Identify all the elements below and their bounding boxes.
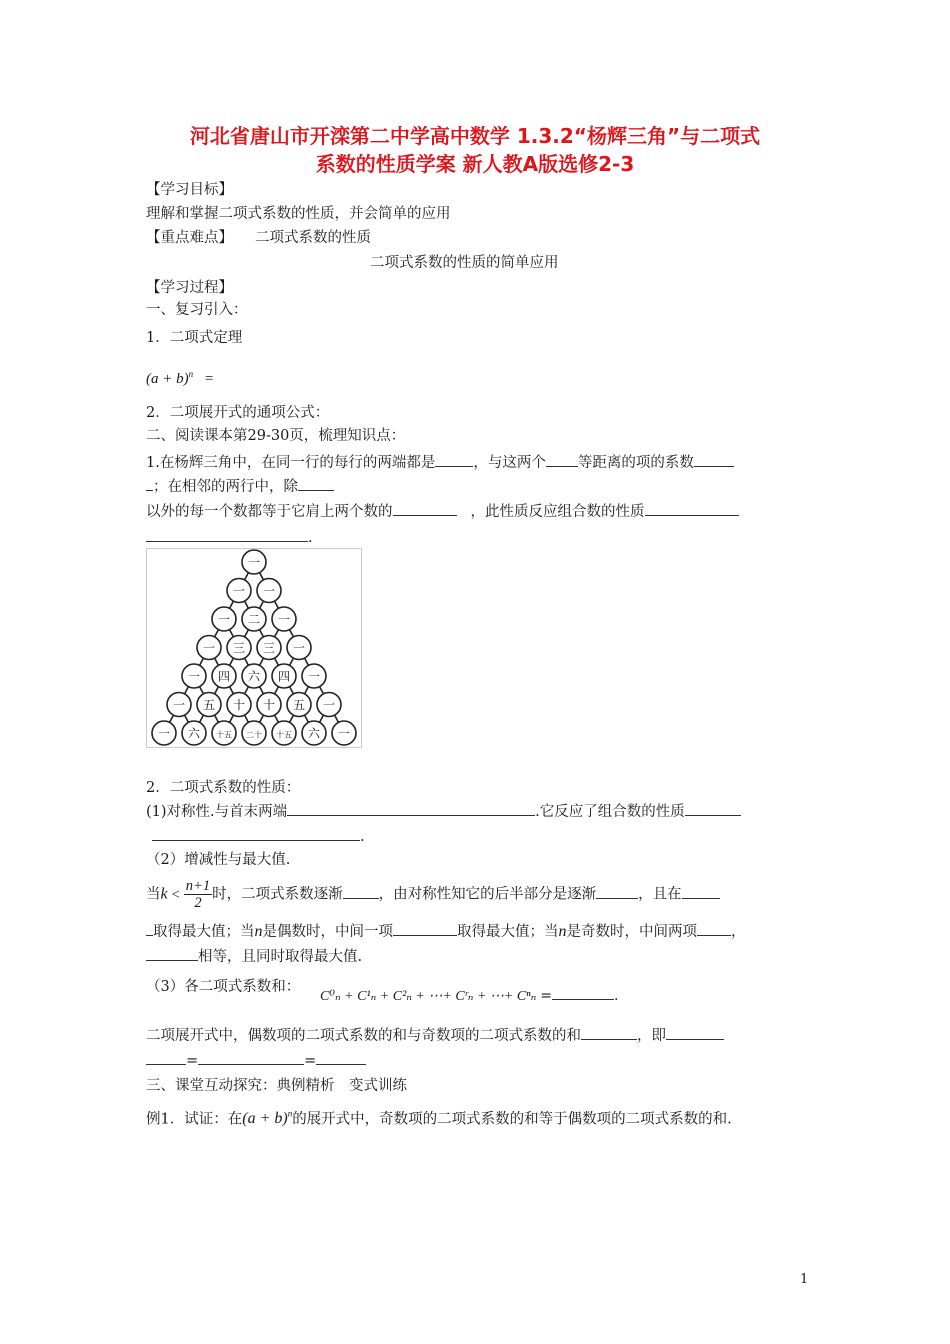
triangle-node <box>212 607 236 631</box>
triangle-node <box>257 579 281 603</box>
triangle-node <box>257 693 281 717</box>
triangle-node-label: 四 <box>217 669 231 684</box>
triangle-node-label: 一 <box>292 641 306 655</box>
p1-text-d: ；在相邻的两行中，除 <box>153 479 298 495</box>
example-formula-exponent: n <box>287 1109 293 1119</box>
blank-field[interactable] <box>682 884 720 899</box>
triangle-node <box>272 664 296 688</box>
triangle-node <box>212 664 236 688</box>
blank-field[interactable] <box>697 921 731 936</box>
blank-field[interactable] <box>298 476 334 491</box>
blank-field[interactable] <box>146 946 198 961</box>
binomial-formula <box>146 364 213 389</box>
var-n: n <box>254 923 263 940</box>
blank-field[interactable] <box>146 527 308 542</box>
mono-text-a: 当 <box>146 886 161 903</box>
blank-field[interactable] <box>645 501 739 516</box>
triangle-node <box>302 664 326 688</box>
triangle-node <box>242 664 266 688</box>
mono-text-i: 相等，且同时取得最大值. <box>198 949 363 965</box>
paragraph-1-line3 <box>146 501 739 522</box>
blank-field[interactable] <box>694 452 734 467</box>
blank-field[interactable] <box>146 476 153 491</box>
triangle-node-label: 六 <box>187 726 201 741</box>
even-odd-line2 <box>146 1050 366 1071</box>
equals-sign: = <box>186 1053 199 1069</box>
mono-text-f: 是偶数时，中间一项 <box>262 924 393 940</box>
mono-text-b: 时，二项式系数逐渐 <box>212 886 343 903</box>
paragraph-1-line2 <box>146 476 334 497</box>
triangle-node-label: 一 <box>307 669 321 684</box>
triangle-node-label: 一 <box>262 584 276 598</box>
mono-text-e: 取得最大值；当 <box>153 924 255 940</box>
triangle-node-label: 四 <box>277 669 291 684</box>
objectives-heading: 【学习目标】 <box>146 182 233 198</box>
symmetry-line2 <box>146 826 365 847</box>
figure-frame <box>147 549 362 748</box>
example-formula-base: (a + b) <box>242 1110 288 1128</box>
blank-field[interactable] <box>146 1050 186 1065</box>
var-k: k <box>160 885 168 903</box>
triangle-node <box>317 693 341 717</box>
var-n: n <box>558 923 567 940</box>
monotonicity-line3 <box>146 946 362 967</box>
triangle-node <box>287 693 311 717</box>
item-general-term: 2．二项展开式的通项公式： <box>146 405 330 421</box>
triangle-node-label: 一 <box>232 584 246 598</box>
triangle-node-label: 一 <box>217 612 231 627</box>
document-title-line1: 河北省唐山市开滦第二中学高中数学 1.3.2“杨辉三角”与二项式 <box>189 124 761 148</box>
triangle-node <box>287 636 311 660</box>
triangle-node-label: 六 <box>307 726 321 741</box>
p1-text-e: 以外的每一个数都等于它肩上两个数的 <box>146 504 393 520</box>
even-odd-line1 <box>146 1025 724 1046</box>
document-title-line2: 系数的性质学案 新人教A版选修2-3 <box>315 152 635 176</box>
key-points-heading: 【重点难点】 <box>146 230 233 246</box>
even-odd-text-b: ，即 <box>637 1028 666 1044</box>
period: . <box>614 988 619 1004</box>
key-points-line <box>146 228 371 248</box>
key-points-text: 二项式系数的性质 <box>255 230 371 246</box>
triangle-node <box>242 721 266 745</box>
item-binomial-theorem: 1．二项式定理 <box>146 330 243 346</box>
yanghui-triangle-figure <box>146 548 362 748</box>
triangle-node-label: 一 <box>202 641 216 655</box>
formula-exponent: n <box>188 369 194 379</box>
period: . <box>360 829 365 845</box>
triangle-node-label: 二 <box>247 612 261 627</box>
paragraph-1-line1 <box>146 452 734 473</box>
mono-text-d: ，且在 <box>638 886 682 903</box>
monotonicity-line1 <box>146 878 720 911</box>
example-1-text-a: 例1．试证：在 <box>146 1111 243 1128</box>
p1-text-c: 等距离的项的系数 <box>577 455 694 471</box>
difficulty-text: 二项式系数的性质的简单应用 <box>370 255 559 271</box>
triangle-node-label: 一 <box>337 726 351 741</box>
review-heading: 一、复习引入： <box>146 302 248 318</box>
triangle-node-label: 一 <box>187 669 201 684</box>
blank-field[interactable] <box>316 1050 366 1065</box>
symmetry-text-b: .它反应了组合数的性质 <box>535 804 685 820</box>
example-1 <box>146 1104 732 1129</box>
triangle-node <box>257 636 281 660</box>
triangle-node <box>227 579 251 603</box>
triangle-node <box>272 607 296 631</box>
objectives-text: 理解和掌握二项式系数的性质，并会简单的应用 <box>146 206 451 222</box>
coefficient-sum-line <box>320 985 618 1007</box>
equals-sign: = <box>304 1053 317 1069</box>
class-interaction-heading: 三、课堂互动探究：典例精析 变式训练 <box>146 1078 407 1094</box>
reading-heading: 二、阅读课本第29-30页，梳理知识点： <box>146 428 406 444</box>
triangle-node <box>227 693 251 717</box>
triangle-node-label: 五 <box>202 698 216 712</box>
fraction-numerator: n+1 <box>185 878 211 894</box>
triangle-node-label: 三 <box>262 641 276 655</box>
fraction-denominator: 2 <box>194 895 202 911</box>
triangle-node-label: 十 <box>262 698 276 712</box>
example-1-text-b: 的展开式中，奇数项的二项式系数的和等于偶数项的二项式系数的和. <box>292 1111 732 1128</box>
triangle-node <box>167 693 191 717</box>
symmetry-text-a: (1)对称性.与首末两端 <box>146 804 288 820</box>
process-heading: 【学习过程】 <box>146 280 233 296</box>
less-than: < <box>171 886 180 903</box>
formula-expand: (a + b) <box>146 371 189 387</box>
blank-field[interactable] <box>198 1050 304 1065</box>
triangle-node-label: 二十 <box>246 730 262 740</box>
page-number: 1 <box>800 1272 809 1287</box>
triangle-node <box>197 693 221 717</box>
blank-field[interactable] <box>685 801 741 816</box>
blank-field[interactable] <box>393 921 457 936</box>
monotonicity-line2: 取得最大值；当n是偶数时，中间一项 取得最大值；当n是奇数时，中间两项 ， <box>146 921 746 942</box>
monotonicity-heading: （2）增减性与最大值. <box>146 852 291 868</box>
triangle-node-label: 三 <box>232 641 246 655</box>
fraction-n-plus-1-over-2 <box>184 878 212 911</box>
sum-equals: = <box>540 988 553 1004</box>
triangle-node <box>227 636 251 660</box>
triangle-node <box>212 721 236 745</box>
even-odd-text-a: 二项展开式中，偶数项的二项式系数的和与奇数项的二项式系数的和 <box>146 1028 581 1044</box>
triangle-node-label: 一 <box>247 555 261 570</box>
blank-field[interactable] <box>152 826 360 841</box>
blank-field[interactable] <box>546 452 578 467</box>
triangle-node <box>182 664 206 688</box>
blank-field[interactable] <box>393 501 457 516</box>
blank-field[interactable] <box>287 801 535 816</box>
triangle-node-label: 六 <box>247 669 261 684</box>
triangle-node <box>152 721 176 745</box>
triangle-node-label: 一 <box>322 698 336 712</box>
triangle-nodes <box>152 550 356 745</box>
coefficient-sum-heading: （3）各二项式系数和： <box>146 979 301 995</box>
properties-heading: 2．二项式系数的性质： <box>146 780 301 796</box>
blank-field[interactable] <box>666 1025 724 1040</box>
triangle-node <box>197 636 221 660</box>
paragraph-1-line4 <box>146 527 313 548</box>
triangle-node <box>332 721 356 745</box>
triangle-node-label: 一 <box>172 698 186 712</box>
blank-field[interactable] <box>146 921 153 936</box>
triangle-node-label: 十五 <box>216 730 232 740</box>
triangle-node <box>182 721 206 745</box>
example-formula <box>242 1110 292 1127</box>
triangle-node-label: 一 <box>157 726 171 741</box>
symmetry-line1 <box>146 801 741 822</box>
triangle-node <box>302 721 326 745</box>
p1-text-a: 1.在杨辉三角中，在同一行的每行的两端都是 <box>146 455 436 471</box>
blank-field[interactable] <box>596 884 638 899</box>
triangle-node-label: 十五 <box>276 730 292 740</box>
blank-field[interactable] <box>435 452 473 467</box>
triangle-node-label: 五 <box>292 698 306 712</box>
blank-field[interactable] <box>552 985 614 1000</box>
formula-equals: = <box>204 371 214 387</box>
coefficient-sum-formula: C⁰ₙ + C¹ₙ + C²ₙ + ⋯+ Cʳₙ + ⋯+ Cⁿₙ <box>320 989 537 1004</box>
triangle-node <box>272 721 296 745</box>
blank-field[interactable] <box>581 1025 637 1040</box>
mono-text-h: 是奇数时，中间两项 <box>566 924 697 940</box>
triangle-node <box>242 607 266 631</box>
triangle-node <box>242 550 266 574</box>
p1-text-f: ，此性质反应组合数的性质 <box>470 504 645 520</box>
mono-text-c: ，由对称性知它的后半部分是逐渐 <box>378 886 597 903</box>
triangle-node-label: 十 <box>232 698 246 712</box>
p1-text-b: ，与这两个 <box>473 455 546 471</box>
mono-text-g: 取得最大值；当 <box>457 924 559 940</box>
blank-field[interactable] <box>343 884 379 899</box>
period: . <box>308 530 313 546</box>
triangle-node-label: 一 <box>277 612 291 627</box>
